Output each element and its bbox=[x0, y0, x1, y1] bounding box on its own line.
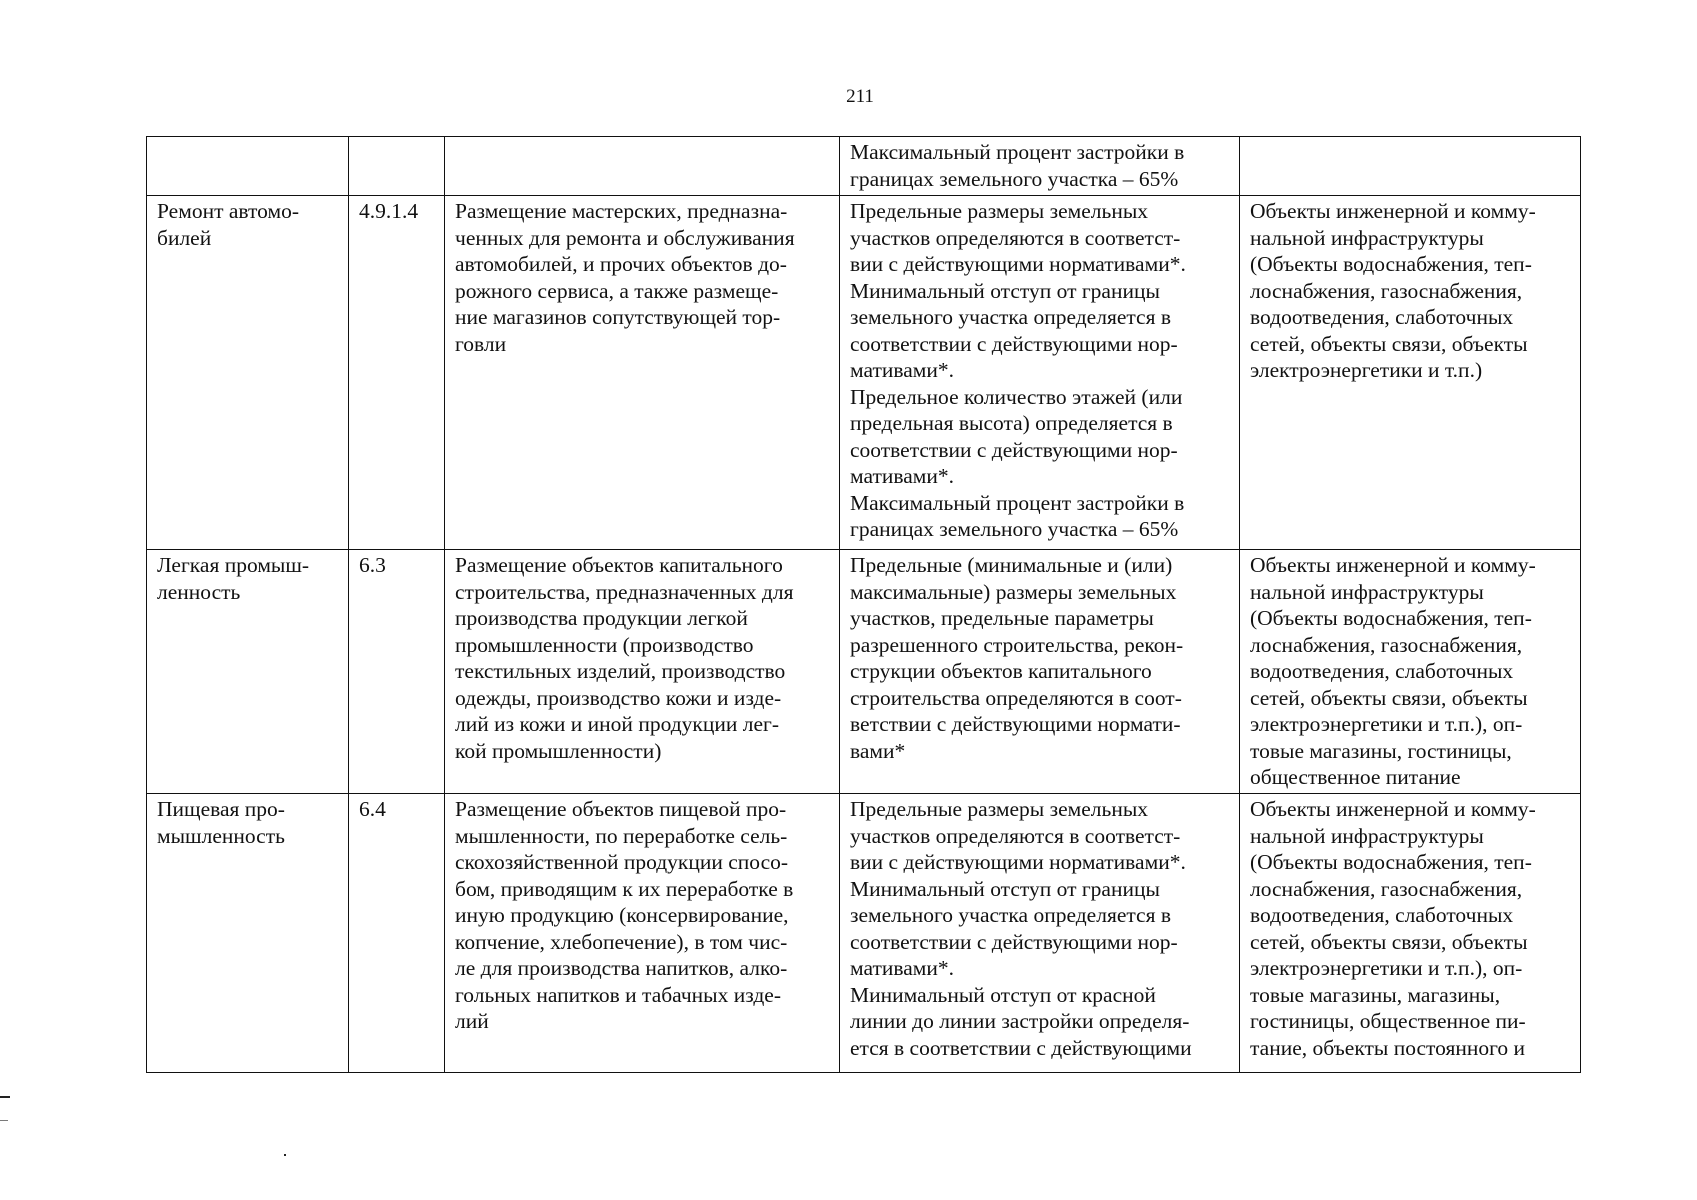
use-name-cell: Пищевая про- мышленность bbox=[147, 794, 349, 1073]
land-use-table bbox=[146, 136, 1581, 1073]
table-row bbox=[147, 137, 1581, 196]
use-description-cell bbox=[445, 137, 840, 196]
parameters-cell: Предельные размеры земельных участков определяются в соответст- вии с действующими нормативами*. Минимальный отступ от границы земельного участка определяется в соответствии с действующими нор- мативами*. Предельное количество этажей (или предельная высота) определяется в соответствии с действующими нор- мативами*. Максимальный процент застройки в границах земельного участка – 65% bbox=[840, 196, 1240, 550]
use-code-cell bbox=[349, 137, 445, 196]
auxiliary-uses-cell: Объекты инженерной и комму- нальной инфраструктуры (Объекты водоснабжения, теп- лоснабжения, газоснабжения, водоотведения, слаботочных сетей, объекты связи, объекты электроэнергетики и т.п.), оп- товые магазины, гостиницы, общественное питание bbox=[1240, 550, 1581, 794]
auxiliary-uses-cell: Объекты инженерной и комму- нальной инфраструктуры (Объекты водоснабжения, теп- лоснабжения, газоснабжения, водоотведения, слаботочных сетей, объекты связи, объекты электроэнергетики и т.п.) bbox=[1240, 196, 1581, 550]
use-code-cell: 4.9.1.4 bbox=[349, 196, 445, 550]
scan-margin-mark bbox=[0, 1120, 8, 1121]
use-name-cell: Легкая промыш- ленность bbox=[147, 550, 349, 794]
use-code-cell: 6.4 bbox=[349, 794, 445, 1073]
use-description-cell: Размещение объектов капитального строительства, предназначенных для производства продукции легкой промышленности (производство текстильных изделий, производство одежды, производство кожи и изде- лий из кожи и иной продукции лег- кой промышленности) bbox=[445, 550, 840, 794]
page-number: 211 bbox=[846, 86, 874, 107]
parameters-cell: Максимальный процент застройки в границах земельного участка – 65% bbox=[840, 137, 1240, 196]
scan-speck bbox=[284, 1154, 286, 1156]
use-description-cell: Размещение объектов пищевой про- мышленности, по переработке сель- скохозяйственной продукции спосо- бом, приводящим к их переработке в иную продукцию (консервирование, копчение, хлебопечение), в том чис- ле для производства напитков, алко- гольных напитков и табачных изде- лий bbox=[445, 794, 840, 1073]
auxiliary-uses-cell: Объекты инженерной и комму- нальной инфраструктуры (Объекты водоснабжения, теп- лоснабжения, газоснабжения, водоотведения, слаботочных сетей, объекты связи, объекты электроэнергетики и т.п.), оп- товые магазины, магазины, гостиницы, общественное пи- тание, объекты постоянного и bbox=[1240, 794, 1581, 1073]
table-row bbox=[147, 794, 1581, 1073]
use-name-cell bbox=[147, 137, 349, 196]
parameters-cell: Предельные размеры земельных участков определяются в соответст- вии с действующими нормативами*. Минимальный отступ от границы земельного участка определяется в соответствии с действующими нор- мативами*. Минимальный отступ от красной линии до линии застройки определя- ется в соответствии с действующими bbox=[840, 794, 1240, 1073]
scan-margin-mark bbox=[0, 1096, 10, 1098]
table-row bbox=[147, 196, 1581, 550]
use-name-cell: Ремонт автомо- билей bbox=[147, 196, 349, 550]
auxiliary-uses-cell bbox=[1240, 137, 1581, 196]
table-row bbox=[147, 550, 1581, 794]
use-code-cell: 6.3 bbox=[349, 550, 445, 794]
use-description-cell: Размещение мастерских, предназна- ченных для ремонта и обслуживания автомобилей, и прочих объектов до- рожного сервиса, а также размеще- ние магазинов сопутствующей тор- говли bbox=[445, 196, 840, 550]
parameters-cell: Предельные (минимальные и (или) максимальные) размеры земельных участков, предельные параметры разрешенного строительства, рекон- струкции объектов капитального строительства определяются в соот- ветствии с действующими нормати- вами* bbox=[840, 550, 1240, 794]
